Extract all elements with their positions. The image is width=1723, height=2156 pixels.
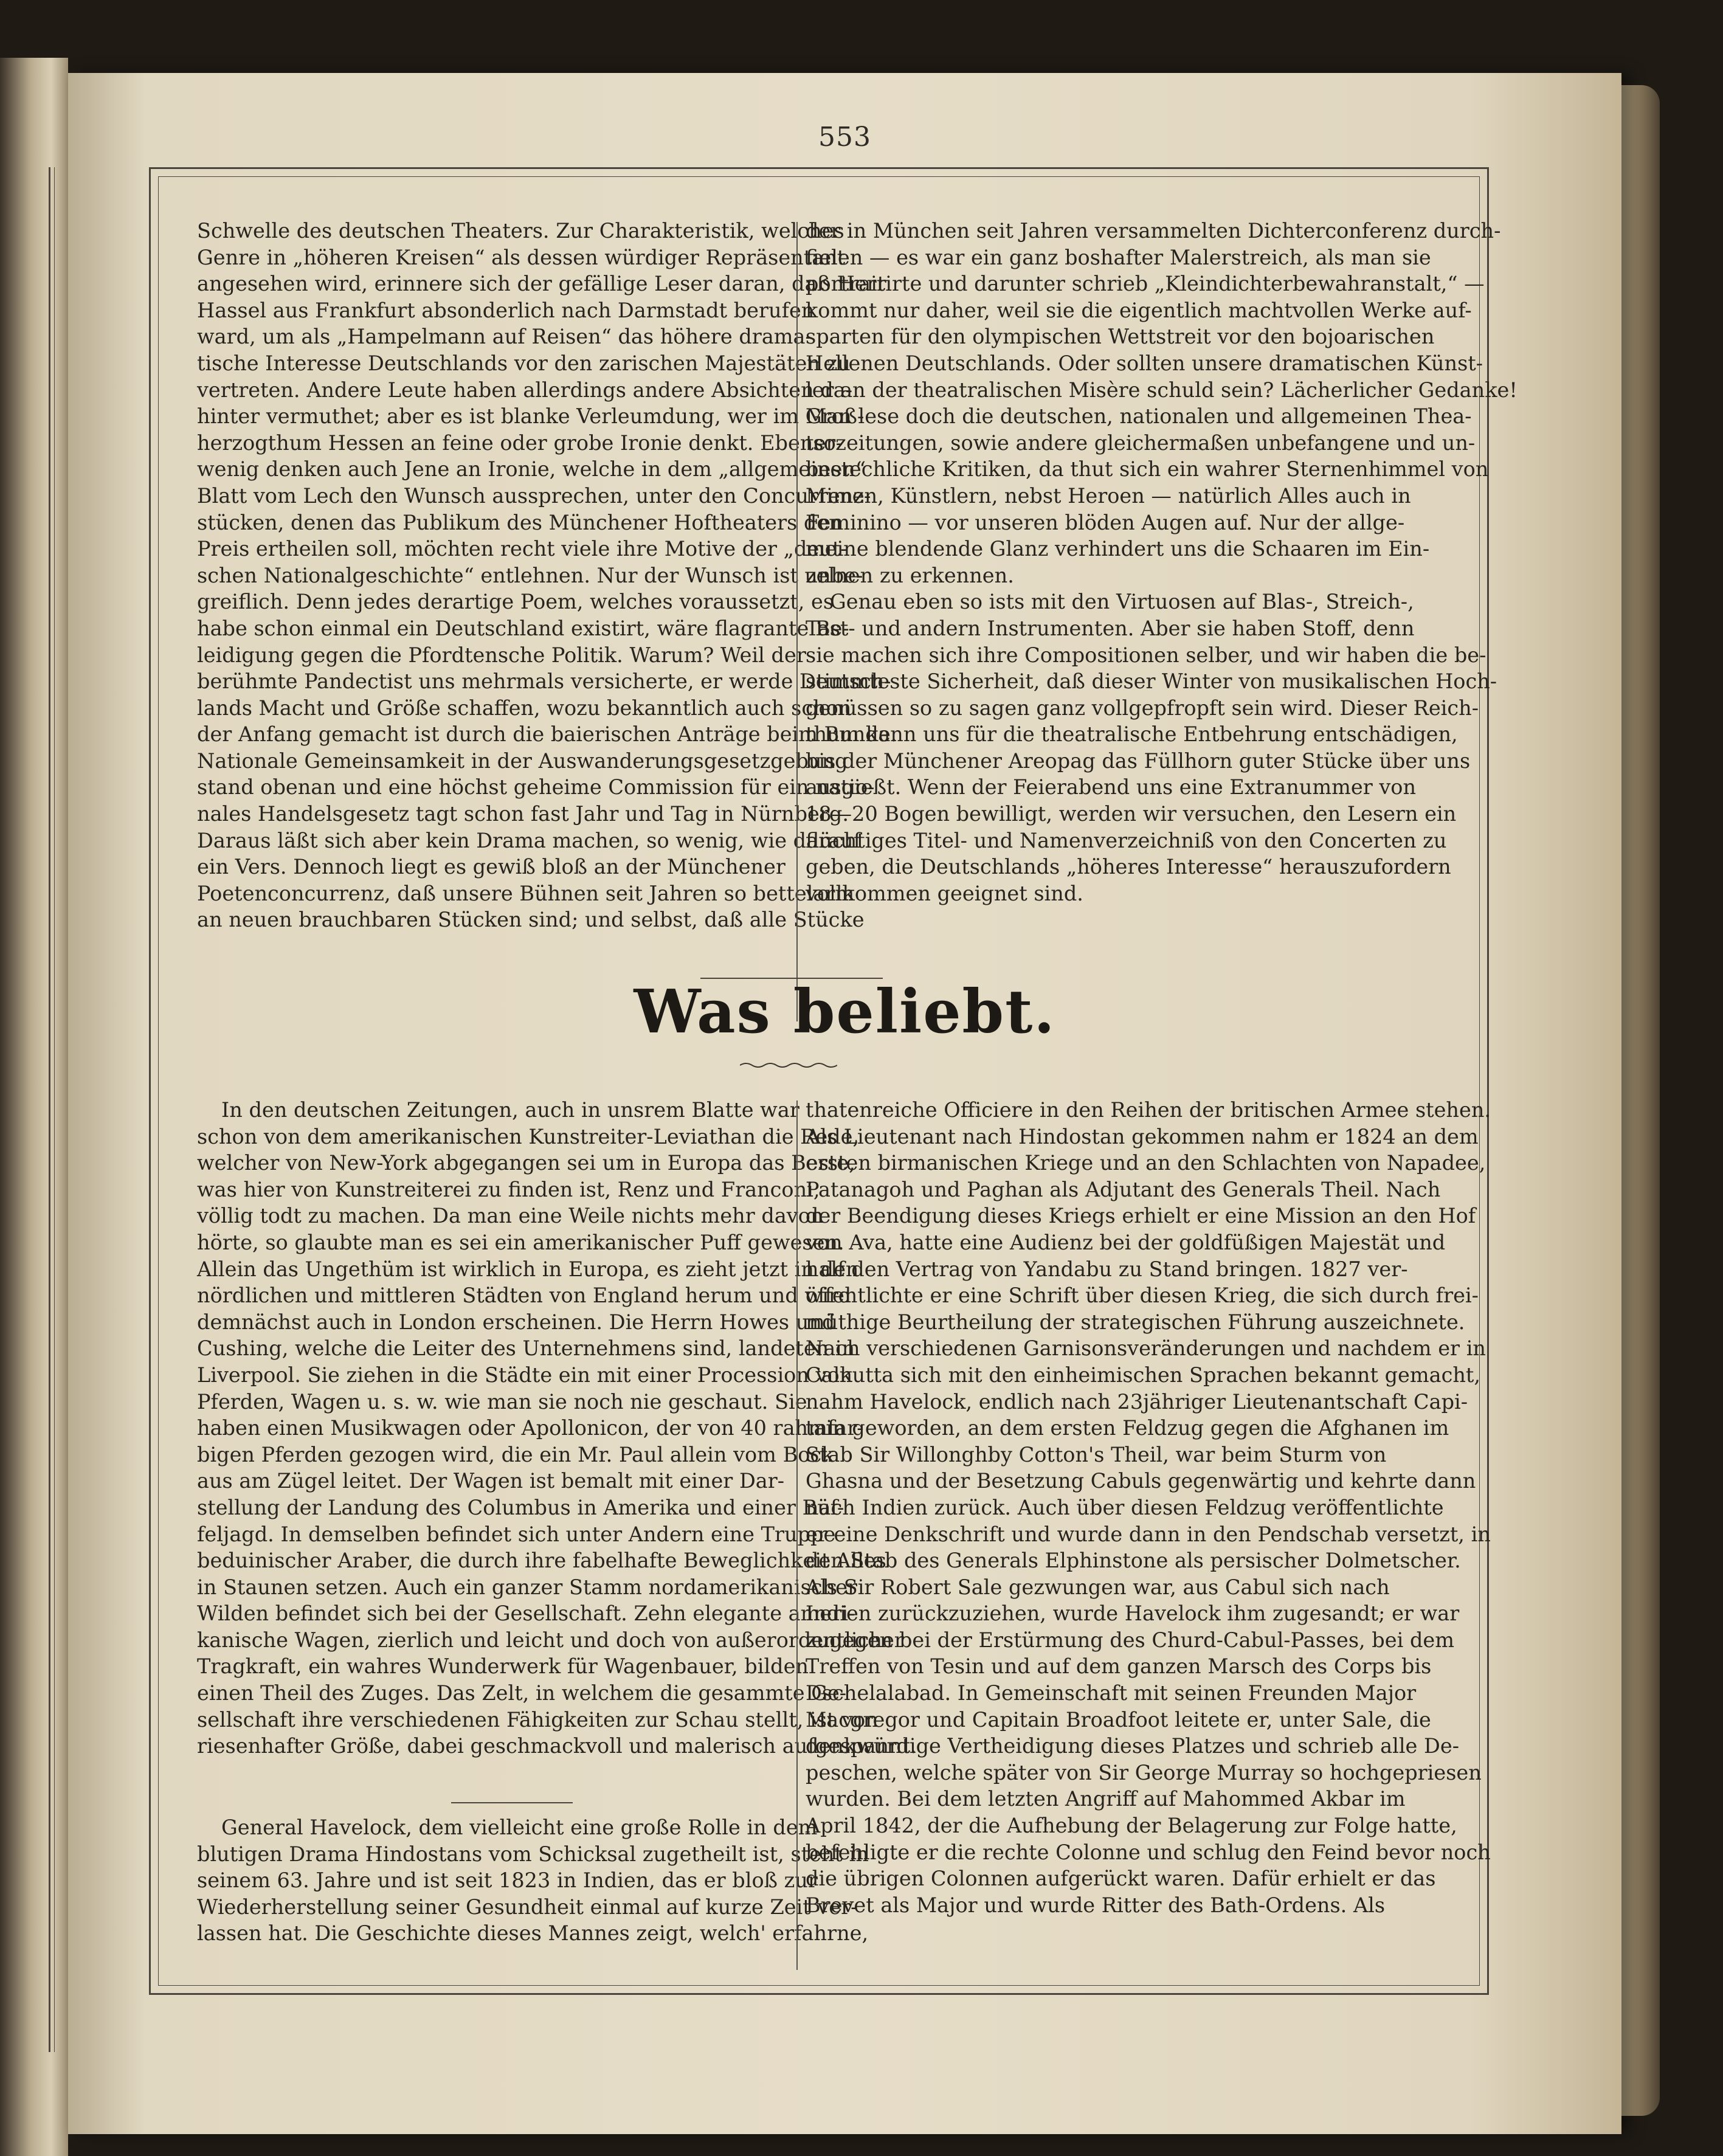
text-line: an neuen brauchbaren Stücken sind; und selbst, daß alle Stücke — [197, 908, 865, 932]
text-line: einen Theil des Zuges. Das Zelt, in welchem die gesammte Ge- — [197, 1681, 847, 1705]
text-line: stimmteste Sicherheit, daß dieser Winter von musikalischen Hoch- — [806, 669, 1497, 694]
text-line: nahm Havelock, endlich nach 23jähriger Lieutenantschaft Capi- — [806, 1389, 1468, 1414]
text-line: Als Lieutenant nach Hindostan gekommen nahm er 1824 an dem — [806, 1124, 1479, 1149]
text-line: hörte, so glaubte man es sei ein amerikanischer Puff gewesen. — [197, 1230, 844, 1254]
text-line: blutigen Drama Hindostans vom Schicksal zugetheilt ist, steht in — [197, 1842, 869, 1866]
text-line: Stab Sir Willonghby Cotton's Theil, war beim Sturm von — [806, 1442, 1387, 1467]
text-line: geben, die Deutschlands „höheres Interesse“ herauszufordern — [806, 855, 1451, 879]
text-line: Ghasna und der Besetzung Cabuls gegenwärtig und kehrte dann — [806, 1469, 1476, 1493]
text-line: 18—20 Bogen bewilligt, werden wir versuchen, den Lesern ein — [806, 802, 1457, 826]
text-line: Feminino — vor unseren blöden Augen auf. Nur der allge- — [806, 510, 1405, 534]
text-line: befehligte er die rechte Colonne und schlug den Feind bevor noch — [806, 1840, 1491, 1864]
text-line: Patanagoh und Paghan als Adjutant des Generals Theil. Nach — [806, 1177, 1441, 1201]
text-line: was hier von Kunstreiterei zu finden ist, Renz und Franconi, — [197, 1177, 820, 1201]
text-line: nach Indien zurück. Auch über diesen Feldzug veröffentlichte — [806, 1495, 1444, 1519]
text-line: lassen hat. Die Geschichte dieses Mannes zeigt, welch' erfahrne, — [197, 1921, 869, 1946]
text-line: bigen Pferden gezogen wird, die ein Mr. Paul allein vom Bock — [197, 1442, 834, 1467]
text-line: tische Interesse Deutschlands vor den zarischen Majestäten zu — [197, 351, 851, 375]
text-line: völlig todt zu machen. Da man eine Weile nichts mehr davon — [197, 1204, 824, 1228]
text-line: zelnen zu erkennen. — [806, 563, 1014, 587]
text-line: Genre in „höheren Kreisen“ als dessen würdiger Repräsentant — [197, 245, 846, 269]
text-line: bis der Münchener Areopag das Füllhorn guter Stücke über uns — [806, 748, 1471, 773]
text-line: seinem 63. Jahre und ist seit 1823 in Indien, das er bloß zur — [197, 1868, 818, 1893]
text-line: Blatt vom Lech den Wunsch aussprechen, unter den Concurrenz- — [197, 483, 871, 508]
text-line: Wilden befindet sich bei der Gesellschaft. Zehn elegante ameri- — [197, 1601, 855, 1626]
text-line: flüchtiges Titel- und Namenverzeichniß von den Concerten zu — [806, 828, 1447, 852]
section1-left-column — [197, 218, 897, 933]
text-line: ersten birmanischen Kriege und an den Schlachten von Napadee, — [806, 1151, 1486, 1175]
page-number: 553 — [818, 122, 871, 153]
text-line: tain geworden, an dem ersten Feldzug gegen die Afghanen im — [806, 1416, 1449, 1440]
text-line: Hellenen Deutschlands. Oder sollten unsere dramatischen Künst- — [806, 351, 1483, 375]
section2-left-column — [197, 1097, 917, 1760]
text-line: Allein das Ungethüm ist wirklich in Europa, es zieht jetzt in den — [197, 1257, 859, 1281]
article-separator — [451, 1802, 573, 1803]
text-line: in Staunen setzen. Auch ein ganzer Stamm nordamerikanischer — [197, 1575, 857, 1599]
text-line: Tast- und andern Instrumenten. Aber sie haben Stoff, denn — [806, 616, 1415, 640]
text-line: half den Vertrag von Yandabu zu Stand bringen. 1827 ver- — [806, 1257, 1408, 1281]
text-line: der in München seit Jahren versammelten Dichterconferenz durch- — [806, 219, 1501, 243]
text-line: habe schon einmal ein Deutschland existirt, wäre flagrante Be- — [197, 616, 849, 640]
text-line: schen Nationalgeschichte“ entlehnen. Nur der Wunsch ist unbe- — [197, 563, 863, 587]
heading-ornament — [740, 1062, 837, 1069]
section2-right-column — [806, 1097, 1491, 1918]
text-line: ler an der theatralischen Misère schuld sein? Lächerlicher Gedanke! — [806, 378, 1518, 402]
text-line: genüssen so zu sagen ganz vollgepfropft sein wird. Dieser Reich- — [806, 696, 1479, 720]
text-line: denkwürdige Vertheidigung dieses Platzes und schrieb alle De- — [806, 1734, 1460, 1758]
text-line: haben einen Musikwagen oder Apollonicon, der von 40 rahmfar- — [197, 1416, 864, 1440]
text-line: Wiederherstellung seiner Gesundheit einmal auf kurze Zeit ver- — [197, 1895, 858, 1919]
text-line: Liverpool. Sie ziehen in die Städte ein mit einer Procession von — [197, 1363, 853, 1387]
text-line: leidigung gegen die Pfordtensche Politik. Warum? Weil der — [197, 643, 806, 667]
text-line: greiflich. Denn jedes derartige Poem, welches voraussetzt, es — [197, 590, 834, 614]
text-line: ward, um als „Hampelmann auf Reisen“ das höhere drama- — [197, 325, 812, 349]
text-line: thatenreiche Officiere in den Reihen der britischen Armee stehen. — [806, 1098, 1491, 1122]
text-line: der Beendigung dieses Kriegs erhielt er eine Mission an den Hof — [806, 1204, 1476, 1228]
text-line: Treffen von Tesin und auf dem ganzen Marsch des Corps bis — [806, 1654, 1432, 1679]
text-line: Indien zurückzuziehen, wurde Havelock ihm zugesandt; er war — [806, 1601, 1460, 1626]
text-line: Macgregor und Capitain Broadfoot leitete er, unter Sale, die — [806, 1707, 1431, 1732]
text-line: Nach verschiedenen Garnisonsveränderungen und nachdem er in — [806, 1336, 1486, 1361]
text-line: berühmte Pandectist uns mehrmals versicherte, er werde Deutsch- — [197, 669, 891, 694]
text-line: nördlichen und mittleren Städten von England herum und wird — [197, 1284, 852, 1308]
text-line: ein Vers. Dennoch liegt es gewiß bloß an der Münchener — [197, 855, 786, 879]
text-line: terzeitungen, sowie andere gleichermaßen unbefangene und un- — [806, 430, 1476, 455]
text-line: Preis ertheilen soll, möchten recht viele ihre Motive der „deut- — [197, 537, 848, 561]
section2-left-column-havelock — [197, 1814, 869, 1947]
text-line: Calkutta sich mit den einheimischen Sprachen bekannt gemacht, — [806, 1363, 1481, 1387]
text-line: die übrigen Colonnen aufgerückt waren. Dafür erhielt er das — [806, 1867, 1436, 1891]
text-line: sparten für den olympischen Wettstreit vor den bojoarischen — [806, 325, 1435, 349]
text-line: Poetenconcurrenz, daß unsere Bühnen seit Jahren so bettelarm — [197, 881, 855, 905]
text-line: portraitirte und darunter schrieb „Kleindichterbewahranstalt,“ — — [806, 272, 1485, 296]
text-line: vollkommen geeignet sind. — [806, 881, 1083, 905]
text-line: kanische Wagen, zierlich und leicht und doch von außerordentlicher — [197, 1628, 904, 1652]
text-line: stand obenan und eine höchst geheime Commission für ein natio- — [197, 775, 875, 800]
text-line: feljagd. In demselben befindet sich unter Andern eine Truppe — [197, 1522, 836, 1546]
text-line: stücken, denen das Publikum des Münchener Hoftheaters den — [197, 510, 842, 534]
text-line: Daraus läßt sich aber kein Drama machen, so wenig, wie darauf — [197, 828, 861, 852]
text-line: herzogthum Hessen an feine oder grobe Ironie denkt. Ebenso- — [197, 430, 843, 455]
text-line: öffentlichte er eine Schrift über diesen Krieg, die sich durch frei- — [806, 1284, 1479, 1308]
text-line: bestechliche Kritiken, da thut sich ein wahrer Sternenhimmel von — [806, 457, 1489, 482]
text-line: thum kann uns für die theatralische Entbehrung entschädigen, — [806, 722, 1458, 747]
text-line: welcher von New-York abgegangen sei um in Europa das Beste, — [197, 1151, 855, 1175]
text-line: Tragkraft, ein wahres Wunderwerk für Wagenbauer, bilden — [197, 1654, 809, 1679]
article-heading: Was beliebt. — [634, 977, 1056, 1047]
text-line: von Ava, hatte eine Audienz bei der goldfüßigen Majestät und — [806, 1230, 1446, 1254]
text-line: kommt nur daher, weil sie die eigentlich machtvollen Werke auf- — [806, 298, 1472, 322]
text-line: der Anfang gemacht ist durch die baierischen Anträge beim Bunde. — [197, 722, 897, 747]
text-line: angesehen wird, erinnere sich der gefällige Leser daran, daß Herr — [197, 272, 886, 296]
text-line: Dschelalabad. In Gemeinschaft mit seinen Freunden Major — [806, 1681, 1417, 1705]
text-line: Hassel aus Frankfurt absonderlich nach Darmstadt berufen — [197, 298, 815, 322]
text-line: Schwelle des deutschen Theaters. Zur Charakteristik, welches — [197, 219, 844, 243]
text-line: müthige Beurtheilung der strategischen Führung auszeichnete. — [806, 1310, 1465, 1334]
text-line: vertreten. Andere Leute haben allerdings andere Absichten da- — [197, 378, 853, 402]
text-line: Pferden, Wagen u. s. w. wie man sie noch nie geschaut. Sie — [197, 1389, 807, 1414]
text-line: zugegen bei der Erstürmung des Churd-Cabul-Passes, bei dem — [806, 1628, 1454, 1652]
facing-page-rule — [49, 167, 55, 2052]
text-line: Brevet als Major und wurde Ritter des Bath-Ordens. Als — [806, 1893, 1386, 1917]
text-line: nales Handelsgesetz tagt schon fast Jahr und Tag in Nürnberg. — [197, 802, 849, 826]
text-line: Nationale Gemeinsamkeit in der Auswanderungsgesetzgebung — [197, 748, 848, 773]
text-line: wenig denken auch Jene an Ironie, welche in dem „allgemeinen“ — [197, 457, 866, 482]
text-line: fielen — es war ein ganz boshafter Malerstreich, als man sie — [806, 245, 1431, 269]
text-line: hinter vermuthet; aber es ist blanke Verleumdung, wer im Groß- — [197, 404, 865, 429]
facing-page-edge — [0, 58, 68, 2156]
text-line: beduinischer Araber, die durch ihre fabelhafte Beweglichkeit Alles — [197, 1549, 886, 1573]
text-line: Man lese doch die deutschen, nationalen und allgemeinen Thea- — [806, 404, 1472, 429]
text-line: wurden. Bei dem letzten Angriff auf Mahommed Akbar im — [806, 1787, 1406, 1811]
text-line: Als Sir Robert Sale gezwungen war, aus Cabul sich nach — [806, 1575, 1390, 1599]
text-line: Genau eben so ists mit den Virtuosen auf Blas-, Streich-, — [830, 590, 1414, 614]
text-line: In den deutschen Zeitungen, auch in unsrem Blatte war — [221, 1098, 799, 1122]
text-line: meine blendende Glanz verhindert uns die Schaaren im Ein- — [806, 537, 1430, 561]
text-line: aus am Zügel leitet. Der Wagen ist bemalt mit einer Dar- — [197, 1469, 785, 1493]
text-line: er eine Denkschrift und wurde dann in den Pendschab versetzt, in — [806, 1522, 1491, 1546]
column-divider-top — [796, 222, 798, 1021]
text-line: Cushing, welche die Leiter des Unternehmens sind, landeten in — [197, 1336, 855, 1361]
text-line: peschen, welche später von Sir George Murray so hochgepriesen — [806, 1760, 1482, 1785]
text-line: ausgießt. Wenn der Feierabend uns eine Extranummer von — [806, 775, 1417, 800]
text-line: sellschaft ihre verschiedenen Fähigkeiten zur Schau stellt, ist von — [197, 1707, 879, 1732]
text-line: demnächst auch in London erscheinen. Die Herrn Howes und — [197, 1310, 835, 1334]
section1-right-column — [806, 218, 1518, 907]
text-line: General Havelock, dem vielleicht eine große Rolle in dem — [221, 1816, 818, 1839]
text-line: schon von dem amerikanischen Kunstreiter-Leviathan die Rede, — [197, 1124, 860, 1149]
text-line: sie machen sich ihre Compositionen selber, und wir haben die be- — [806, 643, 1486, 667]
text-line: April 1842, der die Aufhebung der Belagerung zur Folge hatte, — [806, 1814, 1457, 1838]
text-line: stellung der Landung des Columbus in Amerika und einer Büf- — [197, 1495, 844, 1519]
text-line: den Stab des Generals Elphinstone als persischer Dolmetscher. — [806, 1549, 1461, 1573]
text-line: riesenhafter Größe, dabei geschmackvoll und malerisch aufgespannt. — [197, 1734, 917, 1758]
column-divider-bottom — [796, 1100, 798, 1970]
text-line: Mimen, Künstlern, nebst Heroen — natürlich Alles auch in — [806, 483, 1411, 508]
text-line: lands Macht und Größe schaffen, wozu bekanntlich auch schon — [197, 696, 852, 720]
page — [68, 73, 1621, 2134]
